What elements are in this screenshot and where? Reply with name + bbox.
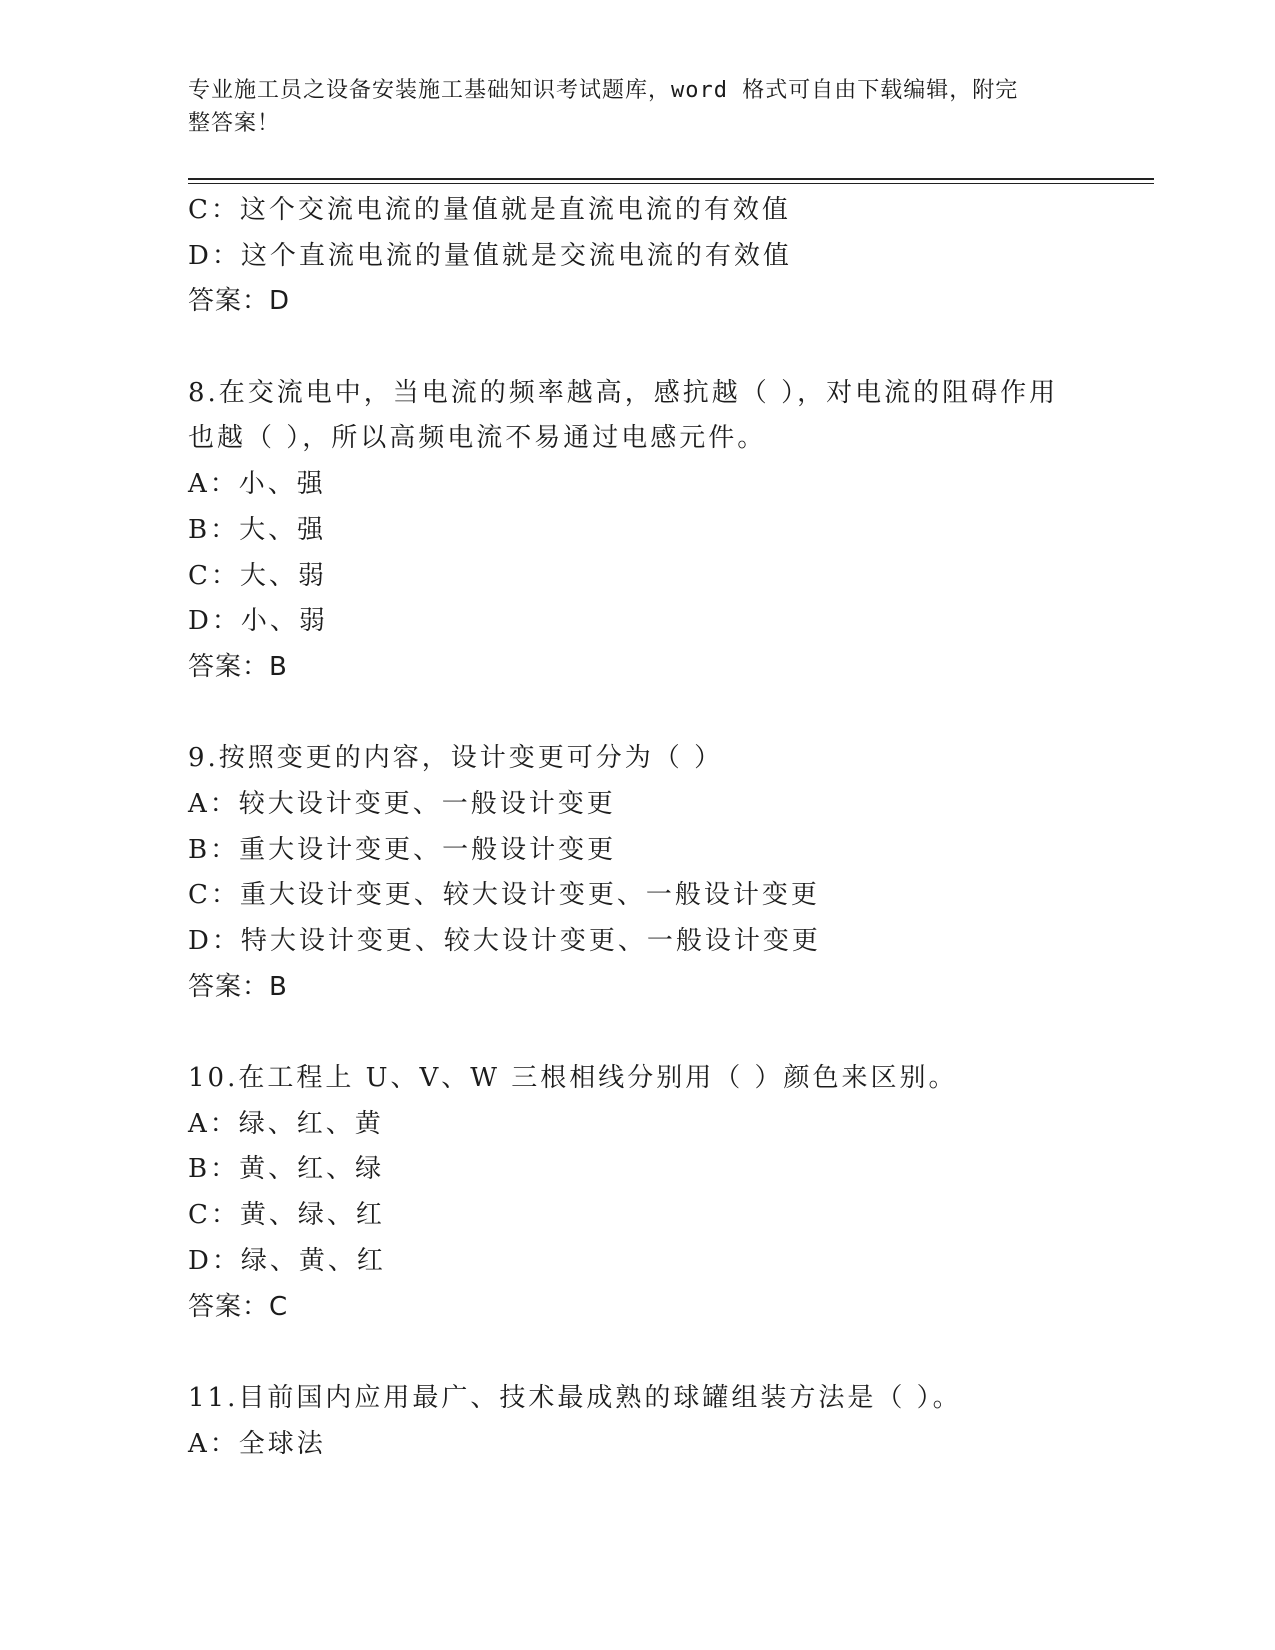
answer-q8: 答案：B [188,651,288,682]
option-b-q8: B：大、强 [188,514,327,545]
question-11-stem: 11.目前国内应用最广、技术最成熟的球罐组装方法是（ ）。 [188,1382,962,1413]
document-header [188,74,1068,140]
answer-q10: 答案：C [188,1291,289,1322]
question-8-stem-line2: 也越（ ），所以高频电流不易通过电感元件。 [188,423,767,454]
question-10-stem: 10.在工程上 U、V、W 三根相线分别用（ ）颜色来区别。 [188,1063,958,1094]
option-c-q9: C：重大设计变更、较大设计变更、一般设计变更 [188,880,820,911]
option-d-q7: D：这个直流电流的量值就是交流电流的有效值 [188,240,792,271]
header-line-1: 专业施工员之设备安装施工基础知识考试题库，word 格式可自由下载编辑，附完 [188,78,1019,103]
option-c-q7: C：这个交流电流的量值就是直流电流的有效值 [188,195,791,225]
question-9-stem: 9.按照变更的内容，设计变更可分为（ ） [188,743,724,774]
option-a-q10: A：绿、红、黄 [188,1108,384,1139]
option-a-q11: A：全球法 [188,1428,326,1459]
question-8-stem-line1: 8.在交流电中，当电流的频率越高，感抗越（ ），对电流的阻碍作用 [188,377,1059,408]
spacer [188,1010,1088,1056]
option-a-q8: A：小、强 [188,469,326,500]
header-divider-thin [188,183,1154,184]
answer-q7: 答案：D [188,286,291,317]
option-c-q8: C：大、弱 [188,560,327,591]
option-c-q10: C：黄、绿、红 [188,1200,385,1231]
answer-q9: 答案：B [188,971,288,1002]
option-a-q9: A：较大设计变更、一般设计变更 [188,788,616,819]
header-line-2: 整答案！ [188,111,281,136]
spacer [188,691,1088,737]
option-d-q8: D：小、弱 [188,606,328,637]
option-b-q9: B：重大设计变更、一般设计变更 [188,834,617,865]
option-d-q9: D：特大设计变更、较大设计变更、一般设计变更 [188,926,821,956]
spacer [188,1330,1088,1376]
option-b-q10: B：黄、红、绿 [188,1154,385,1185]
option-d-q10: D：绿、黄、红 [188,1245,386,1276]
spacer [188,325,1088,371]
header-divider-thick [188,178,1154,180]
question-content [188,188,1088,1467]
